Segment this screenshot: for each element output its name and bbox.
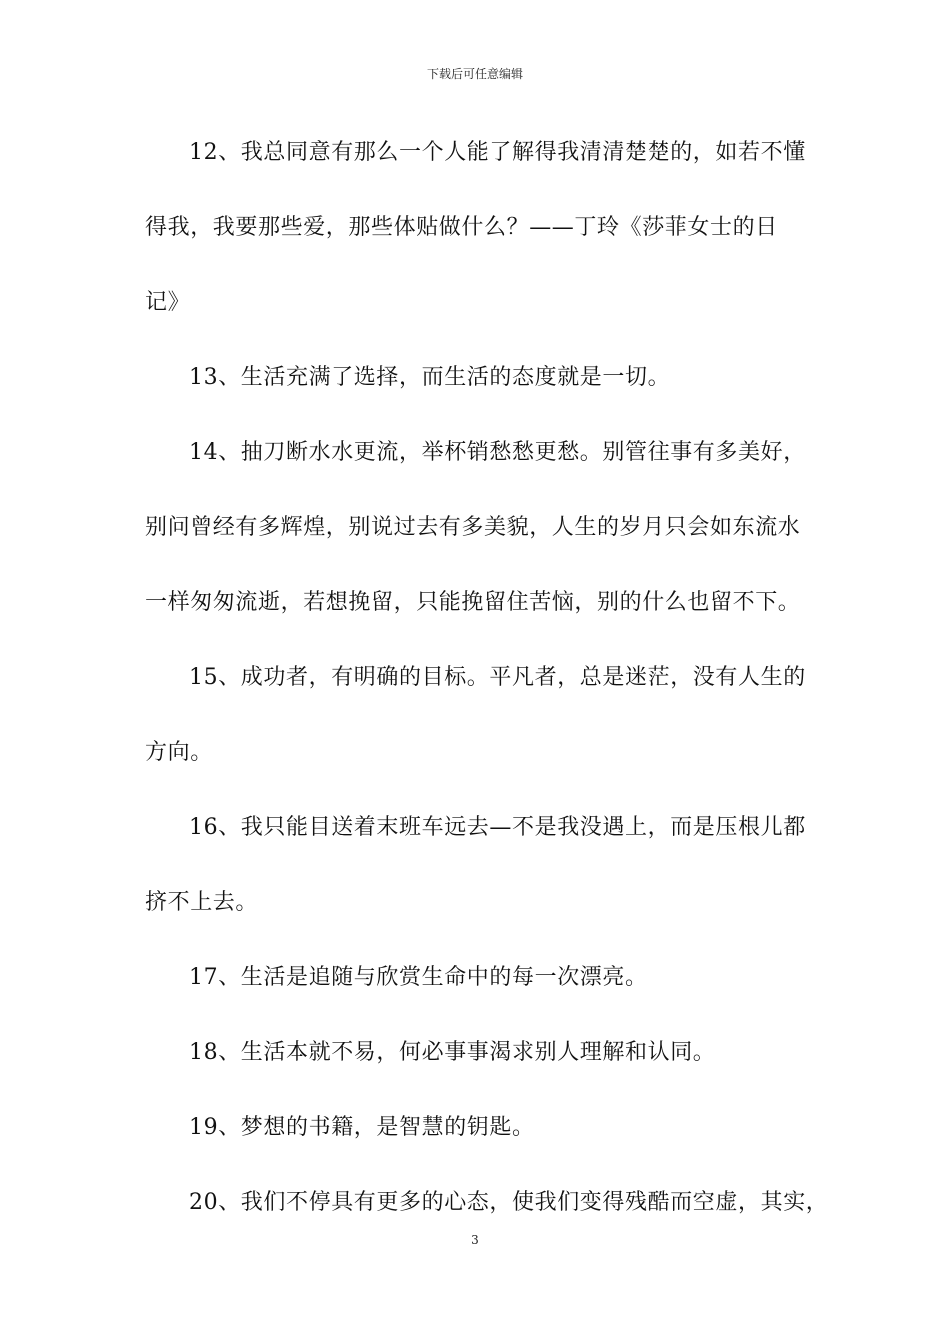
text-line: 17、生活是追随与欣赏生命中的每一次漂亮。 (189, 965, 648, 990)
text-line: 得我，我要那些爱，那些体贴做什么？——丁玲《莎菲女士的日 (145, 215, 778, 240)
document-body (145, 130, 829, 1255)
page-number: 3 (471, 1233, 479, 1247)
text-line: 方向。 (145, 740, 213, 765)
page-header: 下载后可任意编辑 (426, 67, 523, 81)
text-line: 20、我们不停具有更多的心态，使我们变得残酷而空虚，其实， (189, 1190, 829, 1215)
text-line: 14、抽刀断水水更流，举杯销愁愁更愁。别管往事有多美好， (189, 440, 806, 465)
text-line: 一样匆匆流逝，若想挽留，只能挽留住苦恼，别的什么也留不下。 (145, 590, 801, 615)
text-line: 挤不上去。 (145, 890, 259, 915)
text-line: 12、我总同意有那么一个人能了解得我清清楚楚的，如若不懂 (189, 140, 806, 165)
text-line: 19、梦想的书籍，是智慧的钥匙。 (189, 1115, 535, 1140)
text-line: 记》 (145, 290, 191, 315)
text-line: 18、生活本就不易，何必事事渴求别人理解和认同。 (189, 1040, 716, 1065)
text-line: 别问曾经有多辉煌，别说过去有多美貌，人生的岁月只会如东流水 (145, 515, 801, 540)
text-line: 15、成功者，有明确的目标。平凡者，总是迷茫，没有人生的 (189, 665, 806, 690)
text-line: 13、生活充满了选择，而生活的态度就是一切。 (189, 365, 671, 390)
text-line: 16、我只能目送着末班车远去—不是我没遇上，而是压根儿都 (189, 815, 806, 840)
